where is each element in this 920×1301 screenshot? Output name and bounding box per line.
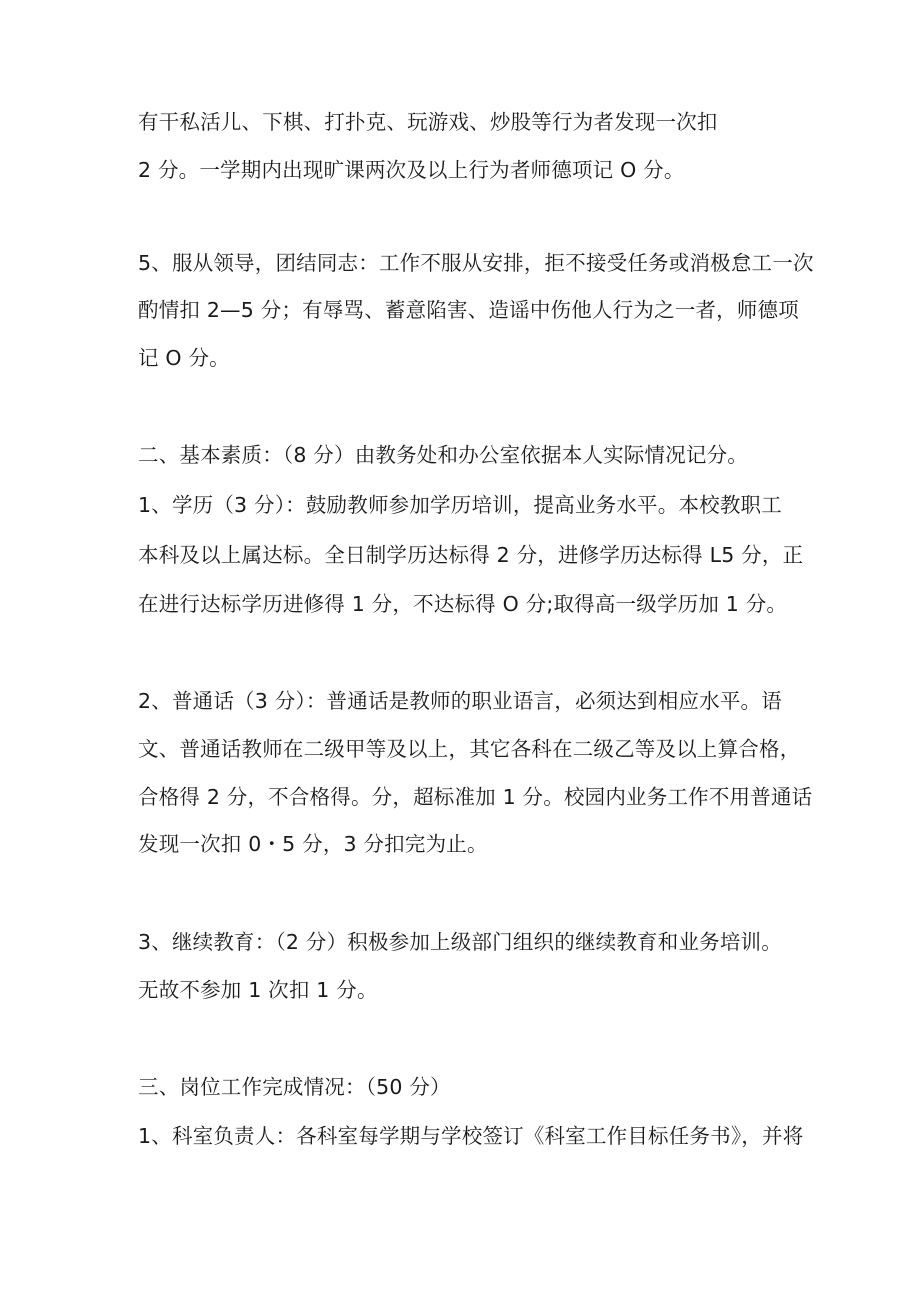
text-line: 在进行达标学历进修得 1 分，不达标得 O 分;取得高一级学历加 1 分。 — [138, 592, 788, 616]
text-line: 5、服从领导，团结同志：工作不服从安排，拒不接受任务或消极怠工一次 — [138, 251, 814, 275]
section-heading: 二、基本素质：（8 分）由教务处和办公室依据本人实际情况记分。 — [138, 443, 749, 467]
text-line: 记 O 分。 — [138, 346, 230, 370]
text-line: 2 分。一学期内出现旷课两次及以上行为者师德项记 O 分。 — [138, 158, 685, 182]
text-line: 文、普通话教师在二级甲等及以上，其它各科在二级乙等及以上算合格， — [138, 737, 801, 761]
text-line: 2、普通话（3 分）：普通话是教师的职业语言，必须达到相应水平。语 — [138, 689, 782, 713]
text-line: 合格得 2 分，不合格得。分，超标准加 1 分。校园内业务工作不用普通话 — [138, 785, 813, 809]
text-line: 酌情扣 2—5 分；有辱骂、蓄意陷害、造谣中伤他人行为之一者，师德项 — [138, 298, 799, 322]
text-line: 有干私活儿、下棋、打扑克、玩游戏、炒股等行为者发现一次扣 — [138, 110, 718, 134]
text-line: 发现一次扣 0・5 分，3 分扣完为止。 — [138, 832, 488, 856]
text-line: 本科及以上属达标。全日制学历达标得 2 分，进修学历达标得 L5 分，正 — [138, 543, 804, 567]
text-line: 3、继续教育：（2 分）积极参加上级部门组织的继续教育和业务培训。 — [138, 930, 782, 954]
section-heading: 三、岗位工作完成情况：（50 分） — [138, 1075, 451, 1099]
text-line: 1、科室负责人：各科室每学期与学校签订《科室工作目标任务书》，并将 — [138, 1124, 804, 1148]
text-line: 无故不参加 1 次扣 1 分。 — [138, 978, 378, 1002]
text-line: 1、学历（3 分）：鼓励教师参加学历培训，提高业务水平。本校教职工 — [138, 493, 782, 517]
